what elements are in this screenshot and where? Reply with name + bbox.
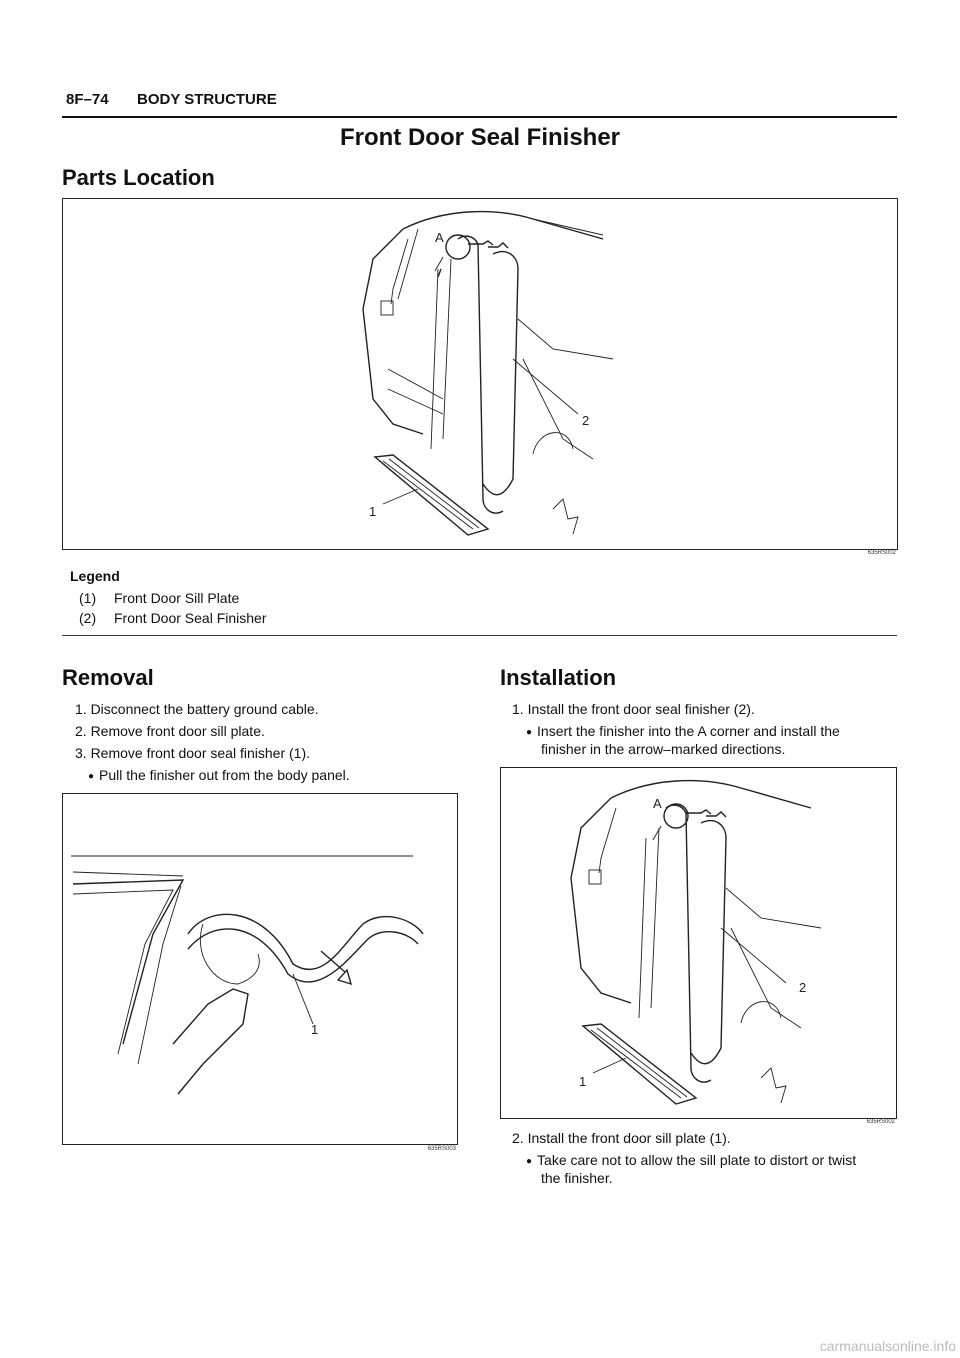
figure-id: 635RS002 <box>867 550 896 556</box>
installation-bullet-2b: the finisher. <box>541 1170 613 1186</box>
installation-bullet-2a: ● Take care not to allow the sill plate to distort or twist <box>526 1151 856 1172</box>
removal-bullet: ● Pull the finisher out from the body panel. <box>88 766 350 787</box>
legend-text-1: Front Door Sill Plate <box>114 590 240 606</box>
legend-title: Legend <box>70 568 120 584</box>
section-divider <box>62 635 897 636</box>
removal-heading: Removal <box>62 665 154 690</box>
removal-step-3: 3. Remove front door seal finisher (1). <box>75 745 310 761</box>
callout-1: 1 <box>369 504 377 519</box>
header-rule <box>62 116 897 118</box>
removal-figure-id: 635RS003 <box>427 1146 456 1152</box>
removal-step-2: 2. Remove front door sill plate. <box>75 723 265 739</box>
callout-2: 2 <box>582 413 590 428</box>
legend-num-2: (2) <box>79 610 97 626</box>
legend-text-2: Front Door Seal Finisher <box>114 610 267 626</box>
car-door-illustration <box>63 199 897 549</box>
installation-figure-id: 635RS002 <box>866 1119 895 1125</box>
installation-step-2: 2. Install the front door sill plate (1). <box>512 1130 731 1146</box>
page-title: Front Door Seal Finisher <box>339 124 621 151</box>
installation-bullet-1b: finisher in the arrow–marked directions. <box>541 741 786 757</box>
parts-location-heading: Parts Location <box>62 165 215 190</box>
removal-step-1: 1. Disconnect the battery ground cable. <box>75 701 319 717</box>
removal-figure <box>62 793 458 1145</box>
installation-heading: Installation <box>500 665 617 690</box>
install-callout-2: 2 <box>799 980 807 995</box>
installation-step-1: 1. Install the front door seal finisher (2). <box>512 701 755 717</box>
removal-callout-1: 1 <box>311 1022 319 1037</box>
legend-num-1: (1) <box>79 590 97 606</box>
install-callout-a: A <box>653 796 662 811</box>
install-callout-1: 1 <box>579 1074 587 1089</box>
finisher-installation-illustration <box>501 768 896 1118</box>
parts-location-figure <box>62 198 898 550</box>
installation-figure <box>500 767 897 1119</box>
section-title: BODY STRUCTURE <box>137 91 277 108</box>
watermark: carmanualsonline.info <box>819 1338 956 1354</box>
installation-bullet-1a: ● Insert the finisher into the A corner and install the <box>526 722 840 743</box>
page-number: 8F–74 <box>66 91 109 108</box>
callout-a: A <box>435 230 444 245</box>
finisher-removal-illustration <box>63 794 457 1144</box>
